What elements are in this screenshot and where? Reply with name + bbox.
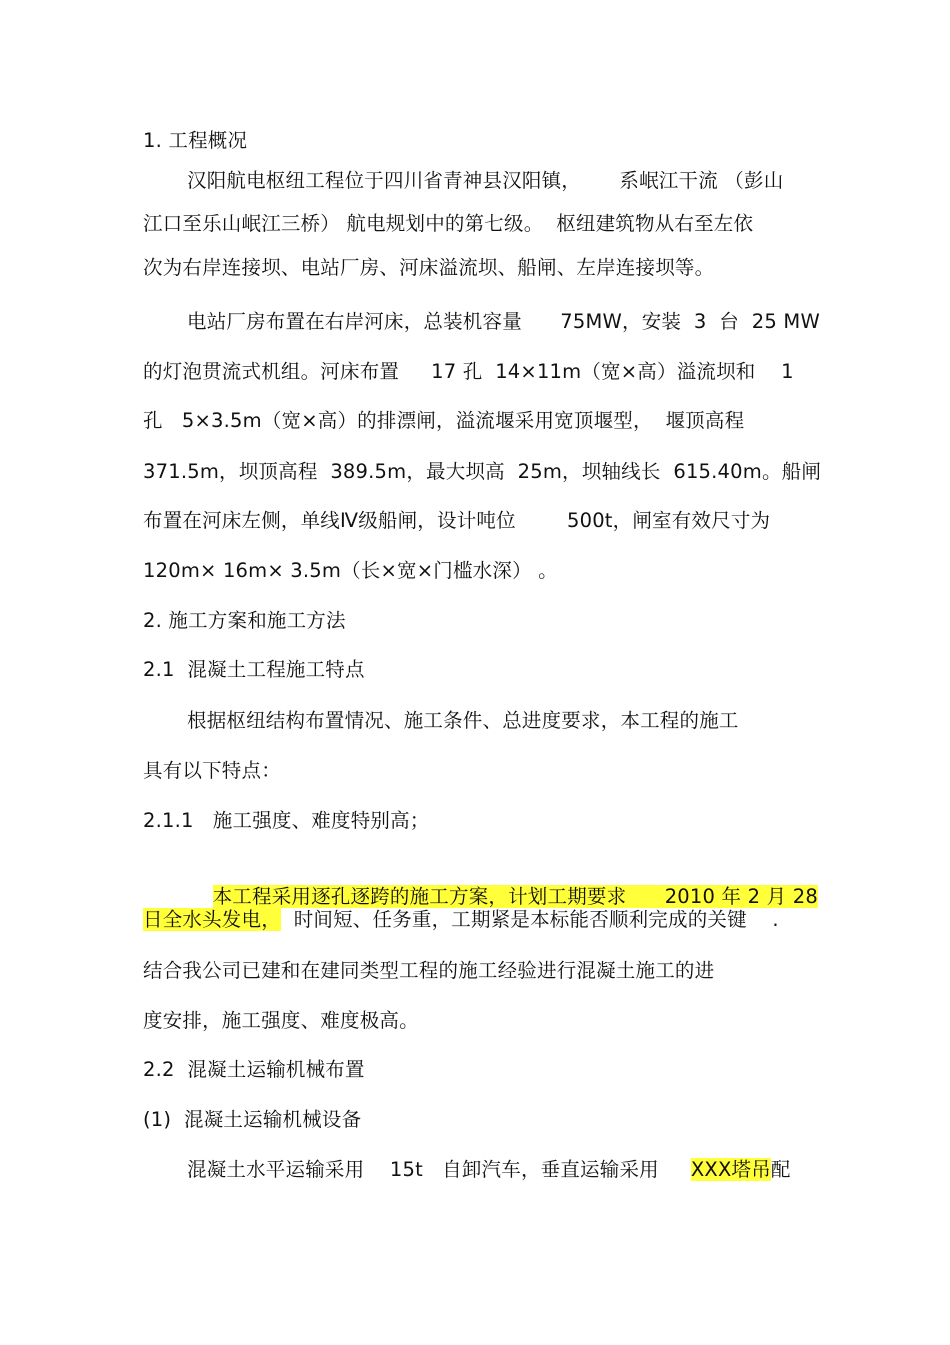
- paragraph-line: 孔 5×3.5m（宽×高）的排漂闸，溢流堰采用宽顶堰型， 堰顶高程: [143, 409, 745, 432]
- heading-2-1-1: 2.1.1 施工强度、难度特别高；: [143, 809, 430, 832]
- paragraph-text: 混凝土水平运输采用 15t 自卸汽车，垂直运输采用: [187, 1158, 691, 1181]
- paragraph-line: [187, 1157, 791, 1183]
- subheading-1: (1) 混凝土运输机械设备: [143, 1108, 362, 1131]
- heading-2-1: 2.1 混凝土工程施工特点: [143, 658, 365, 681]
- heading-2-2: 2.2 混凝土运输机械布置: [143, 1058, 365, 1081]
- paragraph-text: 配: [770, 1158, 791, 1181]
- heading-2: 2. 施工方案和施工方法: [143, 609, 346, 632]
- paragraph-line: 结合我公司已建和在建同类型工程的施工经验进行混凝土施工的进: [143, 959, 715, 982]
- paragraph-line: 电站厂房布置在右岸河床，总装机容量 75MW，安装 3 台 25 MW: [187, 310, 820, 333]
- paragraph-line: 371.5m，坝顶高程 389.5m，最大坝高 25m，坝轴线长 615.40m。船闸: [143, 460, 822, 483]
- paragraph-line: 次为右岸连接坝、电站厂房、河床溢流坝、船闸、左岸连接坝等。: [143, 256, 715, 279]
- paragraph-line: 布置在河床左侧，单线Ⅳ级船闸，设计吨位 500t，闸室有效尺寸为: [143, 509, 771, 532]
- paragraph-line: 的灯泡贯流式机组。河床布置 17 孔 14×11m（宽×高）溢流坝和 1: [143, 360, 794, 383]
- paragraph-line: 具有以下特点：: [143, 759, 281, 782]
- paragraph-line: 汉阳航电枢纽工程位于四川省青神县汉阳镇， 系岷江干流 （彭山: [187, 169, 784, 192]
- paragraph-line: 度安排，施工强度、难度极高。: [143, 1009, 419, 1032]
- heading-1: 1. 工程概况: [143, 129, 248, 152]
- paragraph-text: 时间短、任务重，工期紧是本标能否顺利完成的关键 .: [280, 908, 779, 931]
- highlight-power-generation: 日全水头发电，: [143, 908, 281, 931]
- paragraph-line: [143, 907, 779, 933]
- paragraph-line: 120m× 16m× 3.5m（长×宽×门槛水深） 。: [143, 559, 558, 582]
- paragraph-line: 根据枢纽结构布置情况、施工条件、总进度要求，本工程的施工: [187, 709, 739, 732]
- highlight-schedule: 本工程采用逐孔逐跨的施工方案，计划工期要求 2010 年 2 月 28: [212, 885, 818, 908]
- paragraph-line: 江口至乐山岷江三桥） 航电规划中的第七级。 枢纽建筑物从右至左依: [143, 212, 754, 235]
- highlight-crane: XXX塔吊: [690, 1158, 771, 1181]
